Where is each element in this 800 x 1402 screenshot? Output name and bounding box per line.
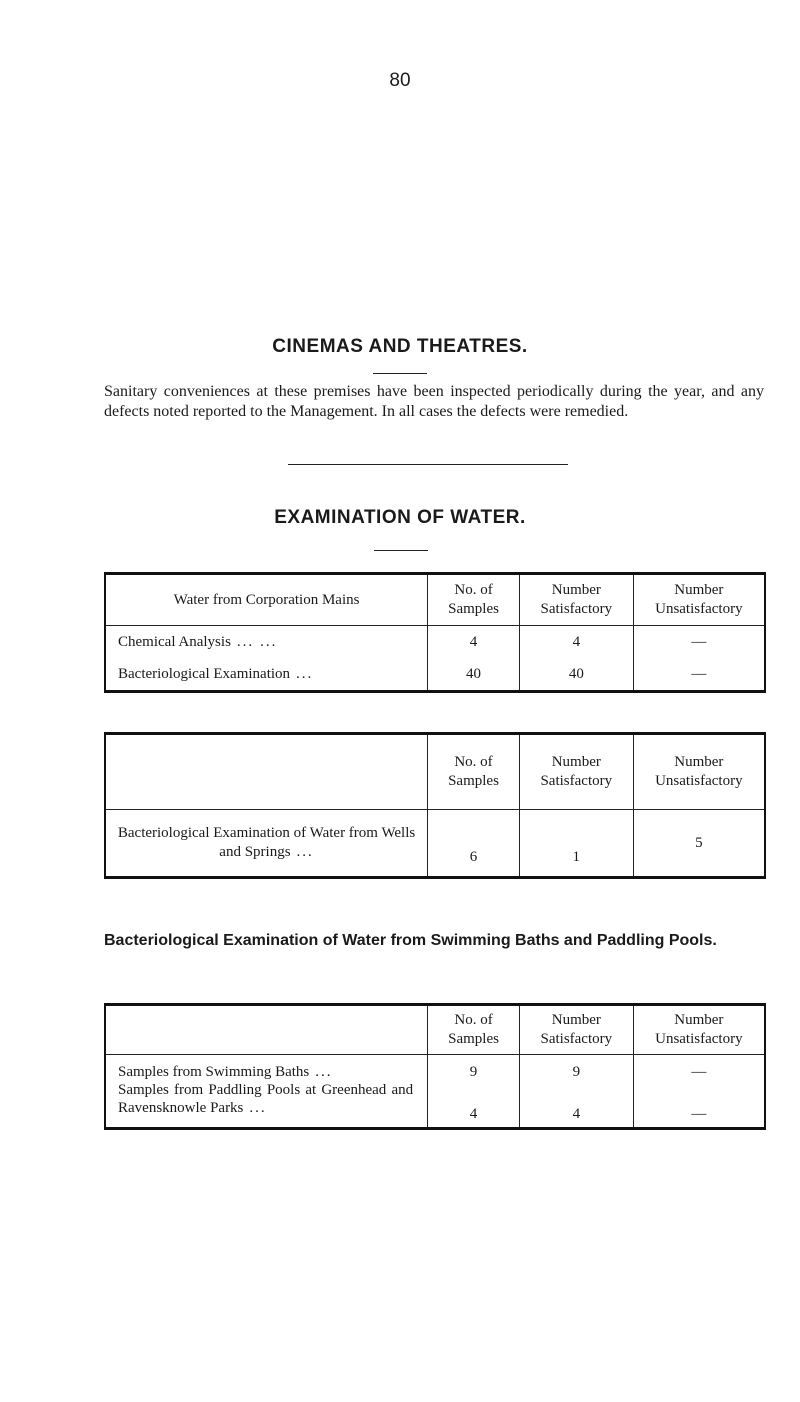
cell-satisfactory: 1 xyxy=(519,810,633,878)
col-header-source: Water from Corporation Mains xyxy=(105,574,428,626)
cell-unsatisfactory: — xyxy=(633,1081,765,1129)
corporation-mains-table xyxy=(104,572,766,693)
table-row xyxy=(105,1081,765,1129)
col-header-samples: No. of Samples xyxy=(428,1005,520,1055)
col-header-blank xyxy=(105,1005,428,1055)
cinemas-heading: CINEMAS AND THEATRES. xyxy=(272,336,528,357)
table-row xyxy=(105,660,765,692)
wells-springs-table xyxy=(104,732,766,879)
cell-unsatisfactory: — xyxy=(633,1055,765,1081)
col-header-satisfactory: Number Satisfactory xyxy=(519,574,633,626)
cell-samples: 4 xyxy=(428,1081,520,1129)
swimming-paddling-table xyxy=(104,1003,766,1130)
cell-samples: 4 xyxy=(428,626,520,660)
page-number: 80 xyxy=(389,70,411,91)
cell-satisfactory: 9 xyxy=(519,1055,633,1081)
table-row xyxy=(105,626,765,660)
col-header-unsatisfactory: Number Unsatisfactory xyxy=(633,1005,765,1055)
pools-heading: Bacteriological Examination of Water from Swimming Baths and Paddling Pools. xyxy=(104,932,717,949)
cell-satisfactory: 4 xyxy=(519,626,633,660)
table-row xyxy=(105,810,765,878)
col-header-unsatisfactory: Number Unsatisfactory xyxy=(633,734,765,810)
col-header-unsatisfactory: Number Unsatisfactory xyxy=(633,574,765,626)
cell-unsatisfactory: — xyxy=(633,660,765,692)
row-label: Chemical Analysis ... ... xyxy=(118,634,278,651)
water-heading: EXAMINATION OF WATER. xyxy=(274,507,526,528)
col-header-samples: No. of Samples xyxy=(428,574,520,626)
row-label: Bacteriological Examination ... xyxy=(118,666,314,683)
cell-samples: 9 xyxy=(428,1055,520,1081)
cell-unsatisfactory: — xyxy=(633,626,765,660)
row-label: Samples from Swimming Baths ... xyxy=(118,1063,333,1080)
col-header-samples: No. of Samples xyxy=(428,734,520,810)
divider-short-2 xyxy=(374,550,428,551)
col-header-blank xyxy=(105,734,428,810)
divider-short xyxy=(373,373,427,374)
col-header-satisfactory: Number Satisfactory xyxy=(519,734,633,810)
divider-long xyxy=(288,464,568,465)
cell-satisfactory: 40 xyxy=(519,660,633,692)
row-label: Samples from Paddling Pools at Greenhead and Ravensknowle Parks ... xyxy=(118,1081,414,1116)
cell-unsatisfactory: 5 xyxy=(633,810,765,878)
cell-samples: 6 xyxy=(428,810,520,878)
row-label: Bacteriological Examination of Water from Wells and Springs ... xyxy=(117,825,416,860)
cell-satisfactory: 4 xyxy=(519,1081,633,1129)
col-header-satisfactory: Number Satisfactory xyxy=(519,1005,633,1055)
cinemas-paragraph: Sanitary conveniences at these premises have been inspected periodically during the year, and any defects noted reported to the Management. In all cases the defects were remedied. xyxy=(104,383,764,420)
cell-samples: 40 xyxy=(428,660,520,692)
table-row xyxy=(105,1055,765,1081)
